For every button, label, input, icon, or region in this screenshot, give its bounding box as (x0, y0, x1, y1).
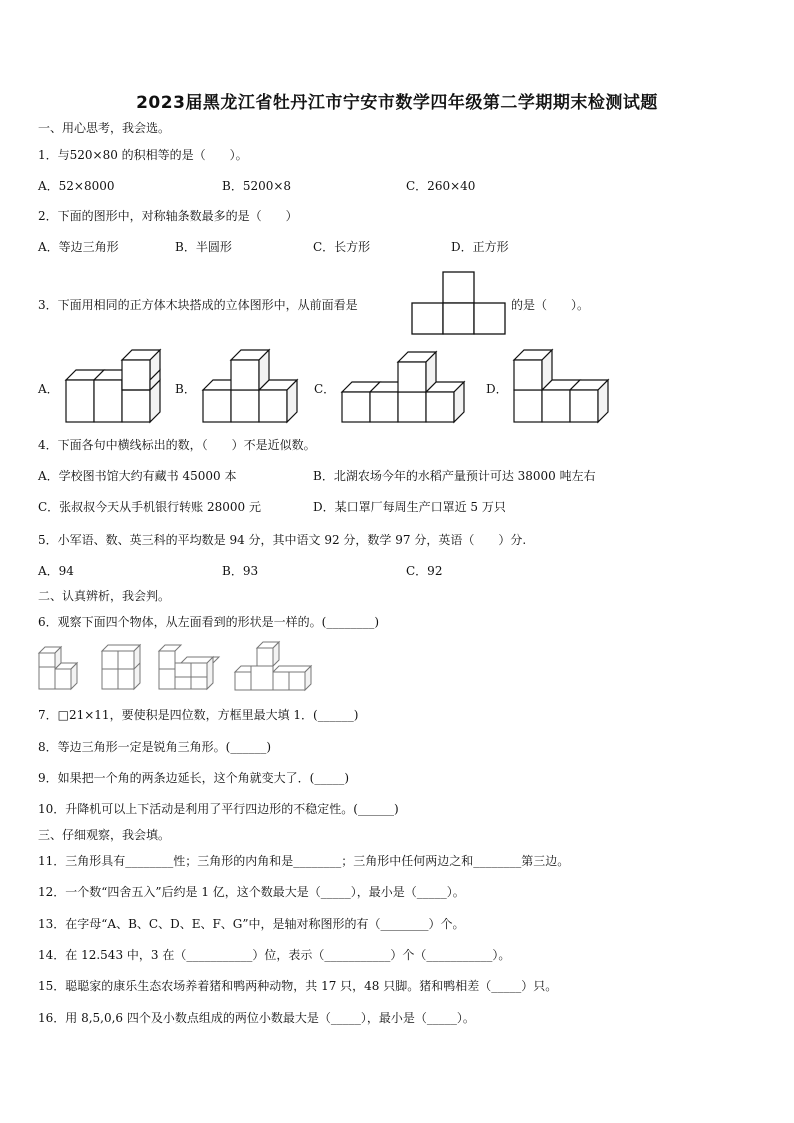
q2-option-c: C．长方形 (313, 240, 371, 254)
q3-option-d-figure (514, 350, 620, 424)
question-2: 2．下面的图形中，对称轴条数最多的是（ ） (38, 209, 298, 223)
q2-option-d: D．正方形 (451, 240, 509, 254)
q3-option-b-label: B． (175, 382, 196, 396)
question-10: 10．升降机可以上下活动是利用了平行四边形的不稳定性。(______) (38, 802, 399, 816)
question-14: 14．在 12.543 中，3 在（___________）位，表示（___________）个（___________）。 (38, 948, 511, 962)
q4-option-a: A．学校图书馆大约有藏书 45000 本 (38, 469, 237, 483)
q3-front-view-figure (411, 271, 507, 335)
section-heading-2: 二、认真辨析，我会判。 (38, 589, 171, 603)
question-12: 12．一个数“四舍五入”后约是 1 亿，这个数最大是（_____），最小是（_____）。 (38, 885, 465, 899)
section-heading-1: 一、用心思考，我会选。 (38, 121, 171, 135)
q5-option-c: C．92 (406, 564, 443, 578)
q6-object-1 (39, 643, 89, 693)
q3-option-a-label: A． (38, 382, 59, 396)
q1-option-c: C．260×40 (406, 179, 476, 193)
q3-option-d-label: D． (486, 382, 508, 396)
q4-option-c: C．张叔叔今天从手机银行转账 28000 元 (38, 500, 261, 514)
question-11: 11．三角形具有________性；三角形的内角和是________；三角形中任何两边之和________第三边。 (38, 854, 570, 868)
q6-object-4 (235, 640, 317, 694)
question-16: 16．用 8,5,0,6 四个及小数点组成的两位小数最大是（_____），最小是（_____）。 (38, 1011, 475, 1025)
q3-option-c-label: C． (314, 382, 336, 396)
question-13: 13．在字母“A、B、C、D、E、F、G”中，是轴对称图形的有（________）个。 (38, 917, 465, 931)
q3-option-b-figure (203, 350, 309, 424)
question-15: 15．聪聪家的康乐生态农场养着猪和鸭两种动物，共 17 只，48 只脚。猪和鸭相差（_____）只。 (38, 979, 558, 993)
q5-option-a: A．94 (38, 564, 74, 578)
question-1: 1．与520×80 的积相等的是（ ）。 (38, 148, 248, 162)
q1-option-a: A．52×8000 (38, 179, 115, 193)
q6-object-2 (102, 643, 152, 693)
section-heading-3: 三、仔细观察，我会填。 (38, 828, 171, 842)
question-8: 8．等边三角形一定是锐角三角形。(______) (38, 740, 271, 754)
q1-option-b: B．5200×8 (222, 179, 292, 193)
question-3-stem-end: 的是（ ）。 (511, 298, 590, 312)
question-6: 6．观察下面四个物体，从左面看到的形状是一样的。(________) (38, 615, 380, 629)
q4-option-d: D．某口罩厂每周生产口罩近 5 万只 (313, 500, 506, 514)
question-5: 5．小军语、数、英三科的平均数是 94 分，其中语文 92 分，数学 97 分，英语（ ）分. (38, 533, 527, 547)
q3-option-a-figure (66, 350, 172, 424)
question-7: 7．□21×11，要使积是四位数，方框里最大填 1．(______) (38, 708, 359, 722)
question-3-stem: 3．下面用相同的正方体木块搭成的立体图形中，从前面看是 (38, 298, 358, 312)
q3-option-c-figure (342, 350, 472, 424)
q4-option-b: B．北湖农场今年的水稻产量预计可达 38000 吨左右 (313, 469, 596, 483)
page-title: 2023届黑龙江省牡丹江市宁安市数学四年级第二学期期末检测试题 (136, 93, 658, 113)
q6-object-3 (159, 643, 221, 693)
q2-option-a: A．等边三角形 (38, 240, 119, 254)
q5-option-b: B．93 (222, 564, 259, 578)
q2-option-b: B．半圆形 (175, 240, 232, 254)
question-4: 4．下面各句中横线标出的数，（ ）不是近似数。 (38, 438, 316, 452)
question-9: 9．如果把一个角的两条边延长，这个角就变大了．(_____) (38, 771, 350, 785)
